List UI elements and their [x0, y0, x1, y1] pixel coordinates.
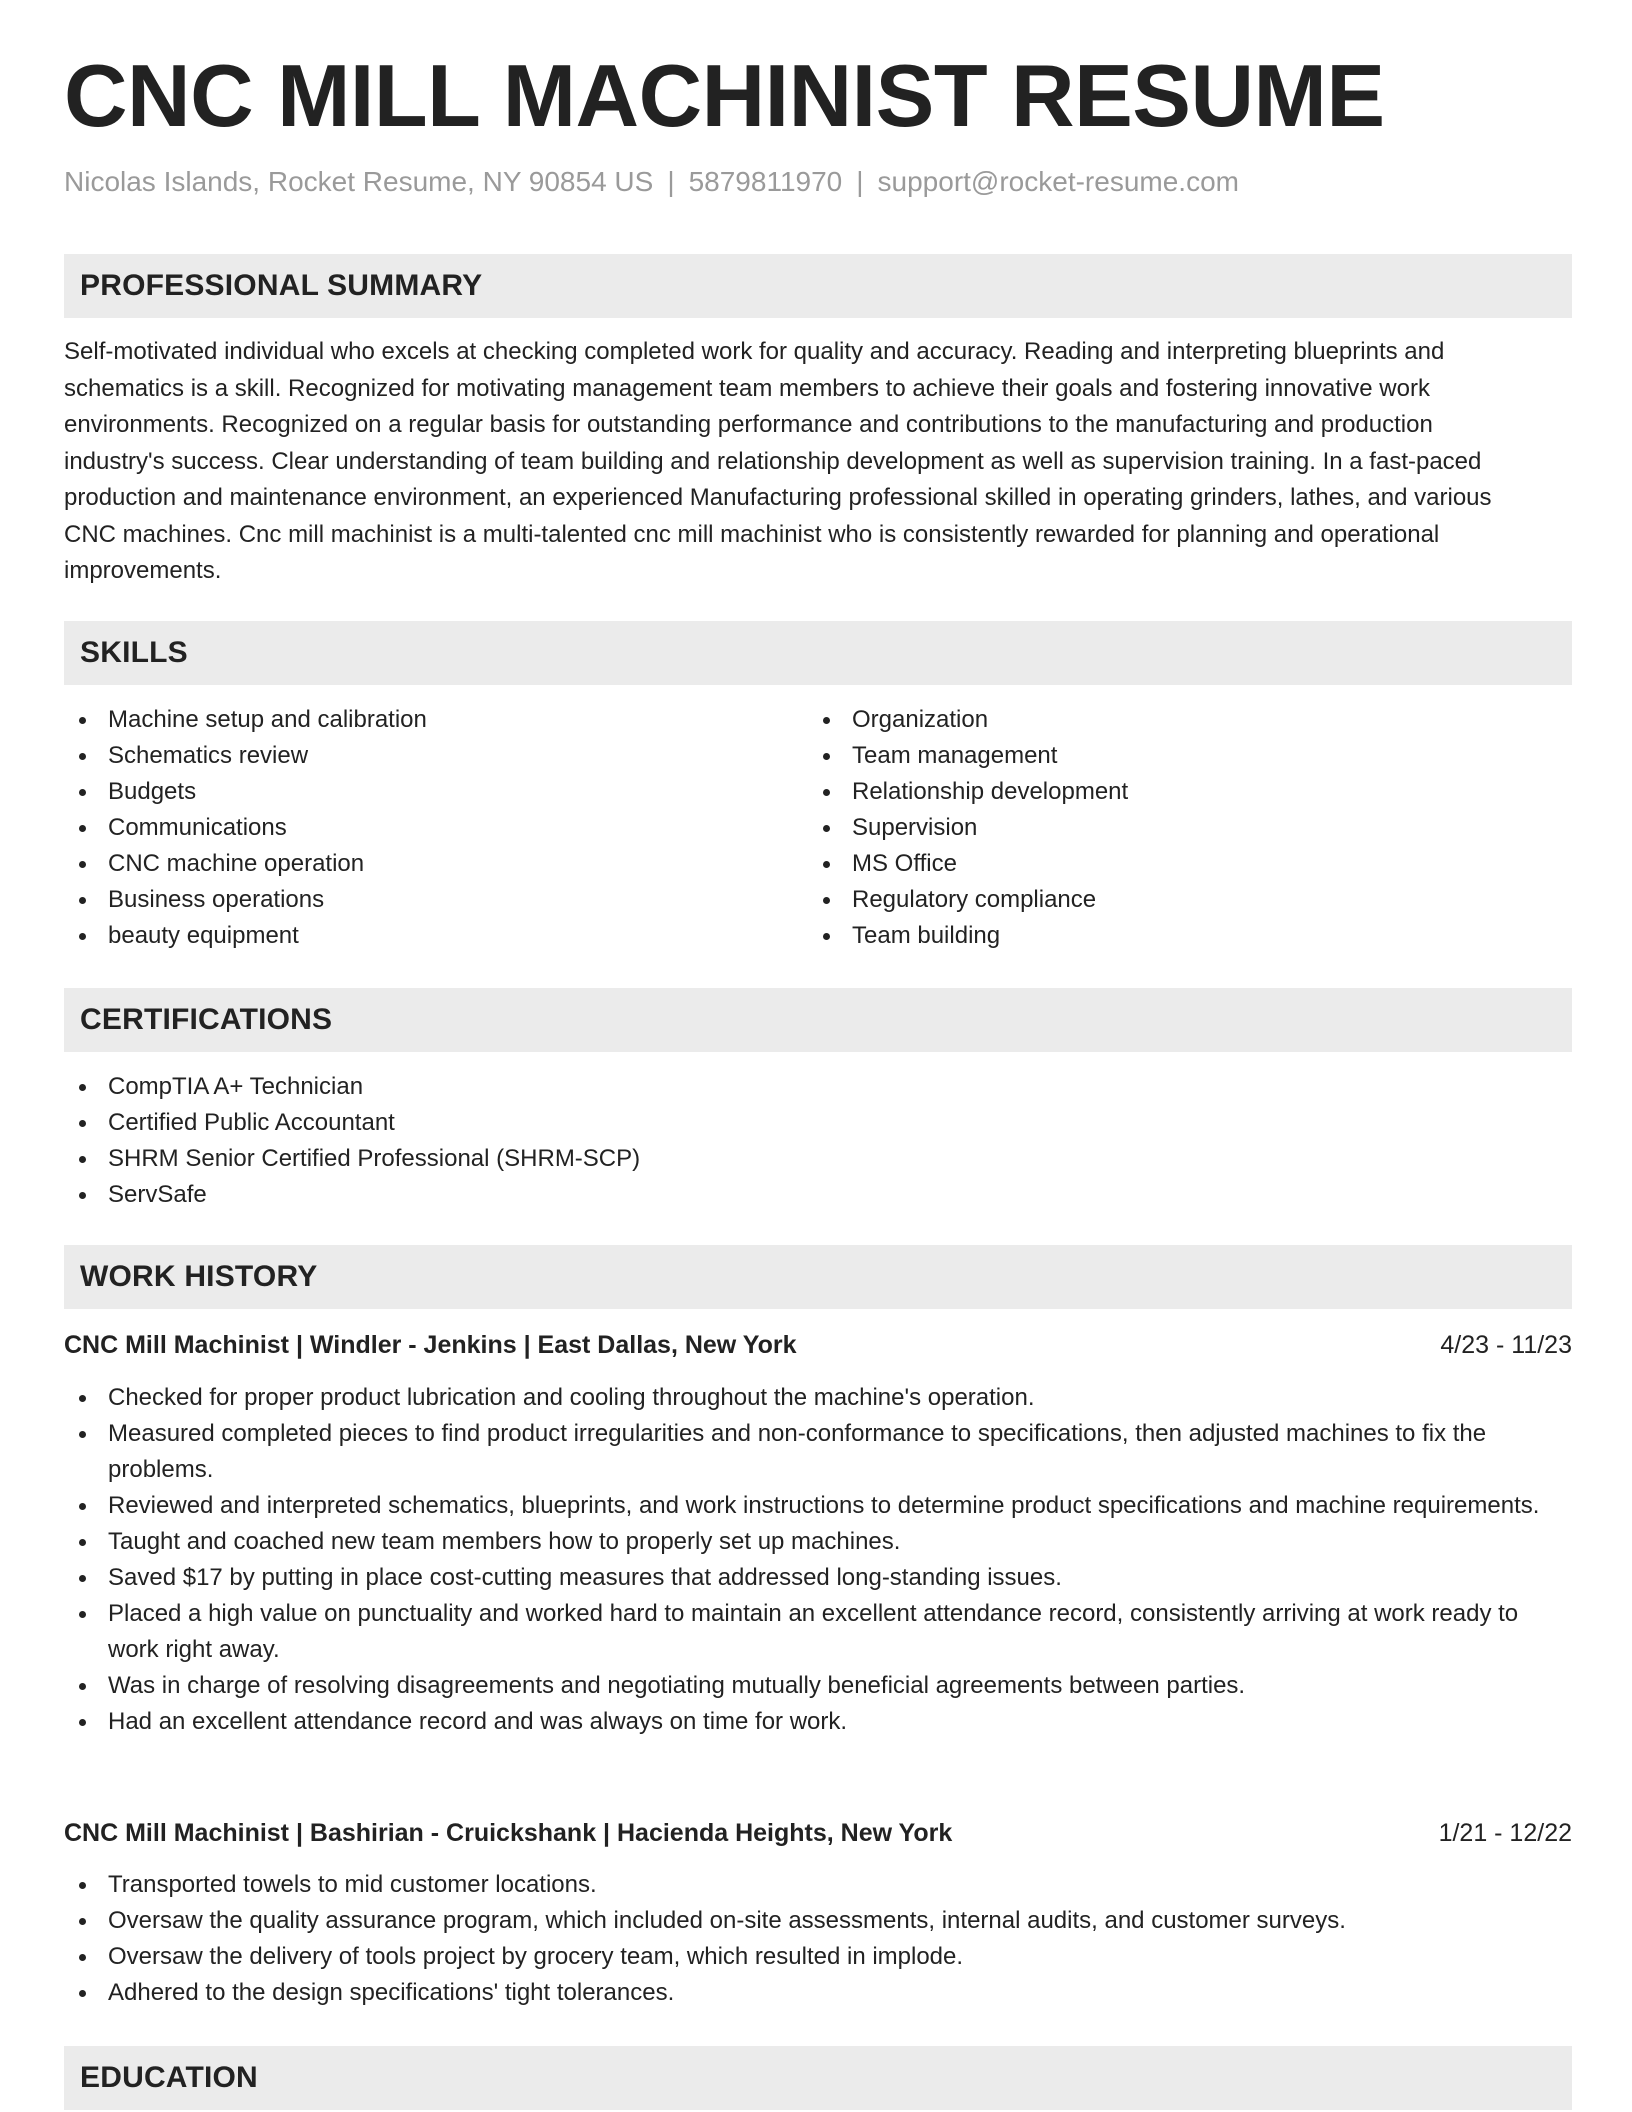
summary-line: production and maintenance environment, an experienced Manufacturing professional skilled in operating grinders, lathes, and various [64, 484, 1492, 511]
skill-item: beauty equipment [64, 918, 764, 954]
job-duties-list [64, 1380, 1572, 1740]
certifications-list [64, 1069, 1572, 1213]
summary-line: Self-motivated individual who excels at checking completed work for quality and accuracy. Reading and interpreting blueprints and [64, 338, 1445, 365]
job-duty-item: Reviewed and interpreted schematics, blueprints, and work instructions to determine product specifications and machine requirements. [64, 1488, 1572, 1524]
skill-item: Schematics review [64, 738, 764, 774]
job-duty-item: Adhered to the design specifications' tight tolerances. [64, 1975, 1572, 2011]
skill-item: Regulatory compliance [808, 882, 1508, 918]
job-duty-item: Saved $17 by putting in place cost-cutting measures that addressed long-standing issues. [64, 1560, 1572, 1596]
job-header [64, 1815, 1572, 1851]
section-heading-education: EDUCATION [64, 2046, 1572, 2110]
summary-line: industry's success. Clear understanding of team building and relationship development as well as supervision training. In a fast-paced [64, 447, 1482, 475]
skill-item: Business operations [64, 882, 764, 918]
contact-line [64, 166, 1239, 198]
job-duties-list [64, 1867, 1572, 2011]
job-duty-item: Taught and coached new team members how to properly set up machines. [64, 1524, 1572, 1560]
job-duty-item: Transported towels to mid customer locations. [64, 1867, 1572, 1903]
skill-item: MS Office [808, 846, 1508, 882]
summary-line: schematics is a skill. Recognized for motivating management team members to achieve their goals and fostering innovative work [64, 374, 1430, 402]
summary-line: improvements. [64, 557, 222, 584]
job-title: CNC Mill Machinist | Bashirian - Cruickshank | Hacienda Heights, New York [64, 1819, 953, 1847]
skill-item: Communications [64, 810, 764, 846]
job-duties [64, 1867, 1572, 2011]
skills-list-right [808, 702, 1508, 954]
section-heading-skills: SKILLS [64, 621, 1572, 685]
resume-title: CNC MILL MACHINIST RESUME [64, 46, 1385, 145]
contact-address: Nicolas Islands, Rocket Resume, NY 90854 US [64, 166, 654, 197]
skill-item: Team building [808, 918, 1508, 954]
skill-item: Supervision [808, 810, 1508, 846]
contact-email[interactable]: support@rocket-resume.com [877, 166, 1239, 197]
job-duty-item: Had an excellent attendance record and was always on time for work. [64, 1704, 1572, 1740]
summary-line: CNC machines. Cnc mill machinist is a multi-talented cnc mill machinist who is consistently rewarded for planning and operational [64, 520, 1440, 548]
job-duty-item: Measured completed pieces to find product irregularities and non-conformance to specifications, then adjusted machines to fix the problems. [64, 1416, 1572, 1488]
skills-column-left [64, 702, 764, 954]
contact-separator: | [667, 166, 675, 197]
certification-item: SHRM Senior Certified Professional (SHRM-SCP) [64, 1141, 1572, 1177]
skills-column-right [808, 702, 1508, 954]
job-duty-item: Oversaw the quality assurance program, which included on-site assessments, internal audits, and customer surveys. [64, 1903, 1572, 1939]
section-heading-summary: PROFESSIONAL SUMMARY [64, 254, 1572, 318]
skill-item: CNC machine operation [64, 846, 764, 882]
summary-paragraph [64, 334, 1572, 590]
job-title: CNC Mill Machinist | Windler - Jenkins | East Dallas, New York [64, 1331, 797, 1359]
skills-list-left [64, 702, 764, 954]
certification-item: Certified Public Accountant [64, 1105, 1572, 1141]
skill-item: Relationship development [808, 774, 1508, 810]
job-duty-item: Was in charge of resolving disagreements and negotiating mutually beneficial agreements between parties. [64, 1668, 1572, 1704]
skill-item: Team management [808, 738, 1508, 774]
contact-separator: | [856, 166, 864, 197]
job-duty-item: Checked for proper product lubrication and cooling throughout the machine's operation. [64, 1380, 1572, 1416]
certification-item: ServSafe [64, 1177, 1572, 1213]
job-duties [64, 1380, 1572, 1740]
job-dates: 1/21 - 12/22 [1438, 1819, 1572, 1847]
section-heading-certifications: CERTIFICATIONS [64, 988, 1572, 1052]
job-duty-item: Oversaw the delivery of tools project by grocery team, which resulted in implode. [64, 1939, 1572, 1975]
skill-item: Organization [808, 702, 1508, 738]
section-heading-work-history: WORK HISTORY [64, 1245, 1572, 1309]
job-header [64, 1327, 1572, 1363]
skill-item: Budgets [64, 774, 764, 810]
job-dates: 4/23 - 11/23 [1440, 1331, 1572, 1359]
contact-phone[interactable]: 5879811970 [688, 166, 843, 197]
job-duty-item: Placed a high value on punctuality and worked hard to maintain an excellent attendance record, consistently arriving at work ready to work right away. [64, 1596, 1572, 1668]
certifications-block [64, 1069, 1572, 1213]
certification-item: CompTIA A+ Technician [64, 1069, 1572, 1105]
summary-line: environments. Recognized on a regular basis for outstanding performance and contributions to the manufacturing and production [64, 411, 1433, 438]
skill-item: Machine setup and calibration [64, 702, 764, 738]
